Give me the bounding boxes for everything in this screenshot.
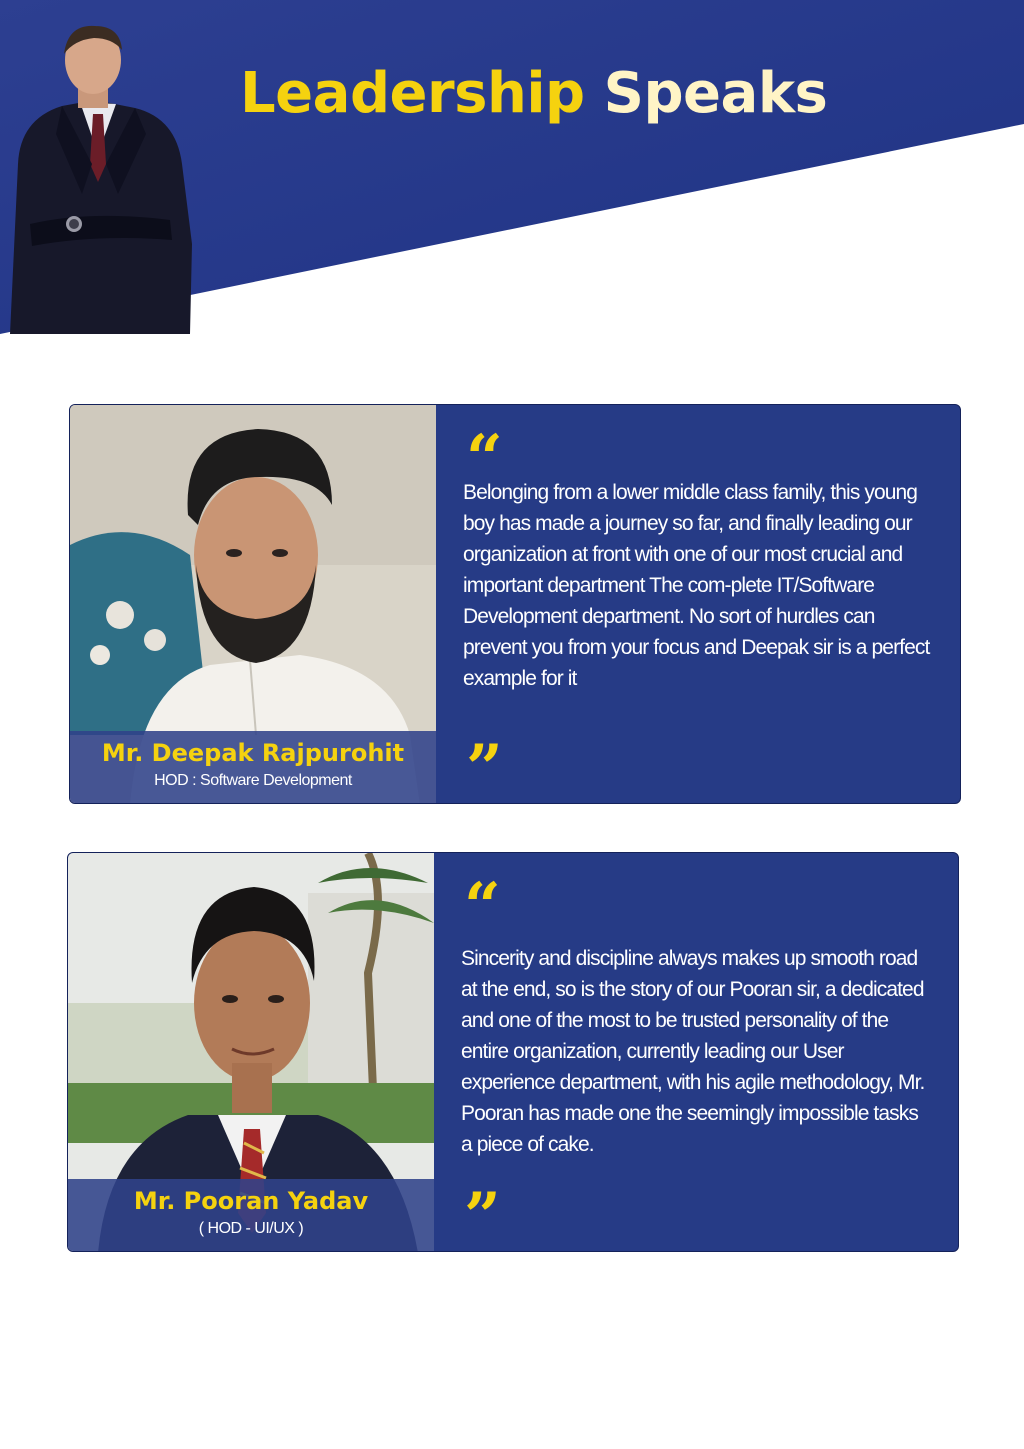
leader-role: HOD : Software Development (154, 771, 352, 789)
close-quote-mark: ” (466, 731, 503, 804)
name-plate (70, 731, 436, 803)
title-speaks: Speaks (603, 61, 828, 126)
page-title (240, 61, 828, 126)
leader-role: ( HOD - UI/UX ) (198, 1219, 304, 1237)
leader-card-pooran (67, 852, 959, 1252)
leader-quote: Belonging from a lower middle class family, this young boy has made a journey so far, and finally leading our organization at front with one of our most crucial and important department The com-plete IT/Software Development department. No sort of hurdles can prevent you from your focus and Deepak sir is a perfect example for it (463, 481, 930, 690)
close-quote-mark: ” (464, 1179, 501, 1252)
name-plate (68, 1179, 434, 1251)
open-quote-mark: “ (466, 421, 503, 496)
header-businessman-image (0, 14, 200, 334)
open-quote-mark: “ (464, 869, 501, 944)
leader-name: Mr. Deepak Rajpurohit (101, 739, 405, 767)
leader-quote: Sincerity and discipline always makes up smooth road at the end, so is the story of our Pooran sir, a dedicated and one of the most to be trusted personality of the entire organization, currently leading our User experience department, with his agile methodology, Mr. Pooran has made one the seemingly impossible tasks a piece of cake. (461, 947, 925, 1156)
leader-name: Mr. Pooran Yadav (133, 1187, 369, 1215)
leader-card-deepak (69, 404, 961, 804)
title-leadership: Leadership (240, 61, 585, 126)
